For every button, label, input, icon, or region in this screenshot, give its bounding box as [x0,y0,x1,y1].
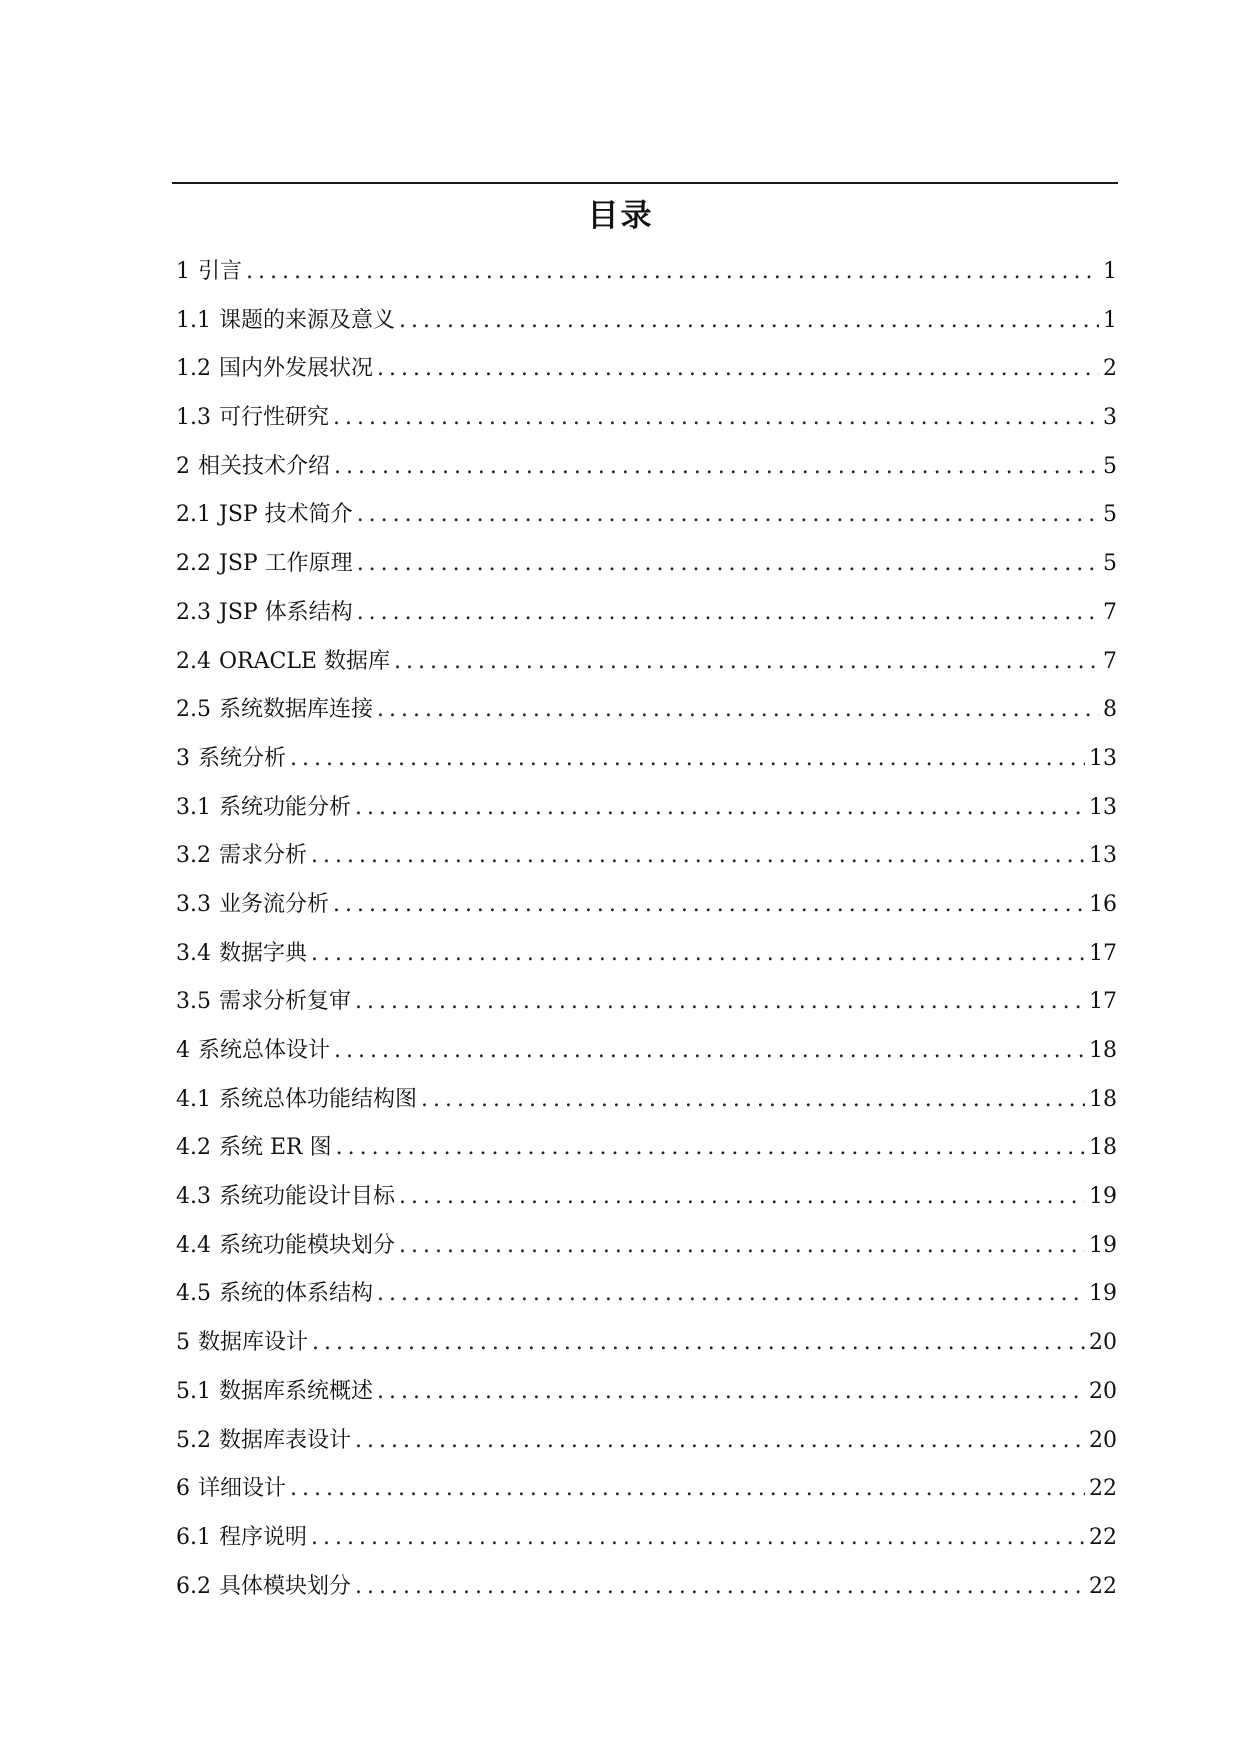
table-of-contents [176,256,1117,1619]
dot-leader [290,743,1085,775]
toc-entry-page: 13 [1089,843,1117,869]
toc-entry-title: 系统总体功能结构图 [219,1086,418,1112]
toc-entry-title: 系统功能设计目标 [219,1184,396,1210]
dot-leader [357,548,1099,580]
toc-entry-number: 2.1 [176,502,211,528]
toc-entry-title: 数据库系统概述 [219,1378,374,1404]
toc-entry-number: 4.4 [176,1232,211,1258]
toc-entry-number: 6.1 [176,1524,211,1550]
toc-entry-title: 国内外发展状况 [219,356,374,382]
toc-entry[interactable] [176,694,1117,743]
toc-entry-number: 2.5 [176,697,211,723]
dot-leader [311,840,1085,872]
dot-leader [334,451,1099,483]
toc-entry-number: 3.3 [176,891,211,917]
toc-entry-title: 课题的来源及意义 [219,307,396,333]
toc-entry-title: 系统功能分析 [219,794,352,820]
toc-entry-page: 20 [1089,1330,1117,1356]
dot-leader [377,1278,1085,1310]
toc-entry[interactable] [176,938,1117,987]
dot-leader [312,1327,1085,1359]
toc-entry-page: 7 [1103,599,1117,625]
toc-entry-number: 6.2 [176,1573,211,1599]
toc-entry[interactable] [176,1376,1117,1425]
toc-entry-title: 数据库表设计 [219,1427,352,1453]
toc-entry-title: 程序说明 [219,1524,308,1550]
toc-entry-number: 3.2 [176,843,211,869]
toc-entry-page: 22 [1089,1573,1117,1599]
dot-leader [333,889,1085,921]
toc-entry-title: 详细设计 [198,1476,287,1502]
toc-entry-title: 系统功能模块划分 [219,1232,396,1258]
toc-entry[interactable] [176,305,1117,354]
dot-leader [336,1132,1085,1164]
dot-leader [355,1571,1085,1603]
toc-entry[interactable] [176,1473,1117,1522]
dot-leader [394,646,1099,678]
toc-entry-title: JSP 技术简介 [219,502,353,528]
toc-entry-page: 20 [1089,1427,1117,1453]
toc-entry[interactable] [176,743,1117,792]
dot-leader [357,597,1099,629]
toc-entry[interactable] [176,1035,1117,1084]
header-rule [172,182,1118,184]
toc-entry-number: 4.5 [176,1281,211,1307]
toc-entry[interactable] [176,597,1117,646]
toc-entry[interactable] [176,792,1117,841]
toc-entry-page: 1 [1103,307,1117,333]
toc-entry[interactable] [176,1327,1117,1376]
dot-leader [399,305,1099,337]
toc-entry[interactable] [176,646,1117,695]
dot-leader [421,1084,1085,1116]
toc-entry-number: 3.1 [176,794,211,820]
toc-entry-page: 22 [1089,1476,1117,1502]
toc-entry[interactable] [176,840,1117,889]
toc-entry[interactable] [176,499,1117,548]
dot-leader [311,938,1085,970]
toc-entry-title: JSP 工作原理 [219,551,353,577]
toc-entry-page: 19 [1089,1232,1117,1258]
toc-entry[interactable] [176,1278,1117,1327]
toc-entry-number: 1.2 [176,356,211,382]
toc-entry[interactable] [176,1132,1117,1181]
toc-entry-page: 18 [1089,1038,1117,1063]
toc-entry-page: 5 [1103,502,1117,528]
toc-entry-title: 引言 [198,259,243,284]
toc-entry-number: 4 [176,1038,190,1063]
toc-entry-page: 17 [1089,940,1117,966]
dot-leader [399,1230,1085,1262]
toc-entry-title: 业务流分析 [219,891,330,917]
toc-entry-title: 数据库设计 [198,1330,309,1356]
toc-entry-title: 系统总体设计 [198,1038,331,1063]
toc-entry-number: 2.2 [176,551,211,577]
dot-leader [311,1522,1085,1554]
toc-entry-page: 17 [1089,989,1117,1015]
dot-leader [377,353,1099,385]
dot-leader [357,499,1099,531]
toc-entry-number: 3 [176,745,190,771]
dot-leader [399,1181,1085,1213]
toc-entry-number: 1.1 [176,307,211,333]
toc-entry-number: 3.4 [176,940,211,966]
toc-entry-page: 13 [1089,745,1117,771]
toc-entry-number: 2.4 [176,648,211,674]
toc-entry-page: 19 [1089,1281,1117,1307]
toc-entry-page: 22 [1089,1524,1117,1550]
toc-entry-page: 16 [1089,891,1117,917]
toc-entry[interactable] [176,451,1117,500]
toc-entry[interactable] [176,1181,1117,1230]
toc-entry-number: 1.3 [176,405,211,431]
toc-entry-title: 需求分析复审 [219,989,352,1015]
toc-entry[interactable] [176,353,1117,402]
toc-entry-title: 系统的体系结构 [219,1281,374,1307]
toc-entry-number: 6 [176,1476,190,1502]
toc-entry-page: 18 [1089,1086,1117,1112]
toc-entry-title: 系统分析 [198,745,287,771]
toc-entry-number: 4.2 [176,1135,211,1161]
toc-entry[interactable] [176,1425,1117,1474]
toc-entry[interactable] [176,402,1117,451]
toc-entry-page: 1 [1103,259,1117,284]
toc-entry-title: JSP 体系结构 [219,599,353,625]
toc-entry-page: 19 [1089,1184,1117,1210]
toc-entry-page: 7 [1103,648,1117,674]
toc-entry-page: 18 [1089,1135,1117,1161]
dot-leader [290,1473,1085,1505]
toc-entry-title: 相关技术介绍 [198,453,331,479]
toc-entry-title: 系统 ER 图 [219,1135,332,1161]
toc-entry-page: 8 [1103,697,1117,723]
toc-entry-number: 5.1 [176,1378,211,1404]
toc-entry[interactable] [176,548,1117,597]
toc-entry[interactable] [176,256,1117,305]
toc-entry-page: 20 [1089,1378,1117,1404]
dot-leader [355,1425,1085,1457]
toc-entry[interactable] [176,1084,1117,1133]
toc-entry-title: 需求分析 [219,843,308,869]
toc-entry-number: 2.3 [176,599,211,625]
toc-entry-number: 1 [176,259,190,284]
toc-entry[interactable] [176,986,1117,1035]
toc-entry-number: 4.1 [176,1086,211,1112]
toc-entry-title: 数据字典 [219,940,308,966]
toc-entry-title: 系统数据库连接 [219,697,374,723]
dot-leader [333,402,1099,434]
toc-entry-number: 5.2 [176,1427,211,1453]
toc-entry-page: 5 [1103,551,1117,577]
toc-entry[interactable] [176,1230,1117,1279]
page-title: 目录 [587,198,654,234]
dot-leader [355,986,1085,1018]
dot-leader [377,1376,1085,1408]
toc-entry-page: 2 [1103,356,1117,382]
toc-entry-page: 3 [1103,405,1117,431]
toc-entry-title: 可行性研究 [219,405,330,431]
dot-leader [334,1035,1085,1067]
toc-entry-number: 2 [176,453,190,479]
toc-entry-number: 4.3 [176,1184,211,1210]
toc-entry-number: 3.5 [176,989,211,1015]
dot-leader [355,792,1085,824]
toc-entry[interactable] [176,889,1117,938]
dot-leader [377,694,1099,726]
toc-entry-page: 13 [1089,794,1117,820]
toc-entry-title: ORACLE 数据库 [219,648,390,674]
toc-entry[interactable] [176,1571,1117,1620]
toc-entry-title: 具体模块划分 [219,1573,352,1599]
toc-entry[interactable] [176,1522,1117,1571]
toc-entry-page: 5 [1103,453,1117,479]
dot-leader [246,256,1099,288]
toc-entry-number: 5 [176,1330,190,1356]
